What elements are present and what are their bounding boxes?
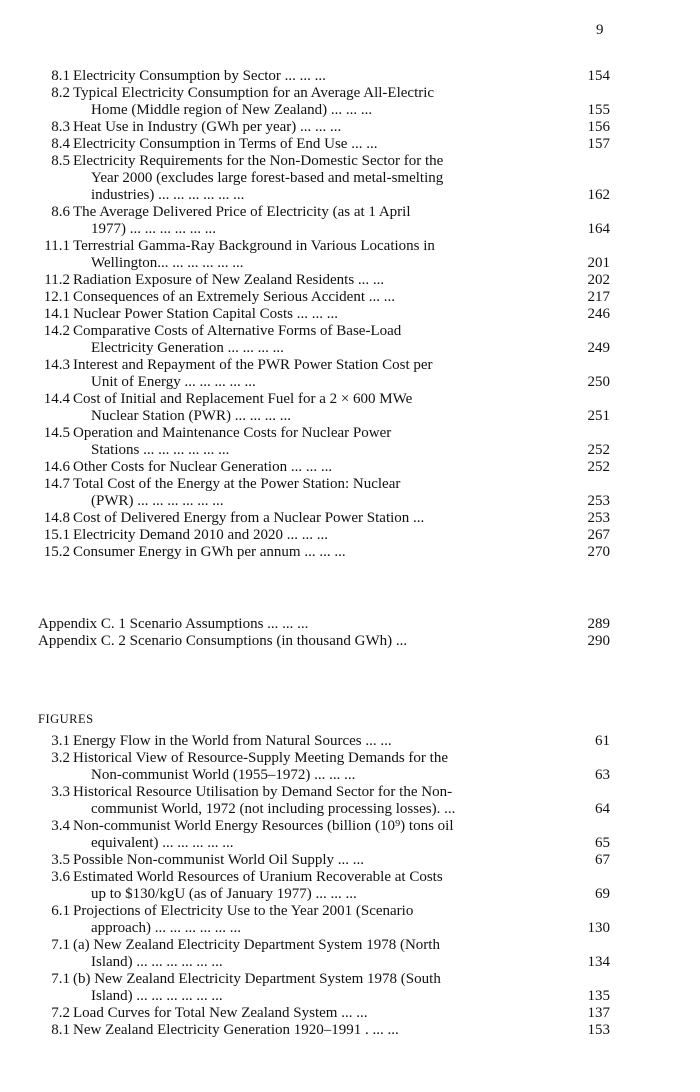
entry-title-line: Non-communist World Energy Resources (billion (10⁹) tons oil bbox=[73, 818, 454, 834]
appendix-title: Appendix C. 1 Scenario Assumptions ... ... ... bbox=[38, 616, 309, 632]
entry-title-line: Island) ... ... ... ... ... ... bbox=[91, 988, 223, 1004]
entry-page-number: 246 bbox=[587, 306, 610, 322]
entry-number: 3.4 bbox=[51, 818, 70, 834]
entry-title-line: Unit of Energy ... ... ... ... ... bbox=[91, 374, 256, 390]
entry-title-line: Load Curves for Total New Zealand System ... ... bbox=[73, 1005, 368, 1021]
entry-title-line: Stations ... ... ... ... ... ... bbox=[91, 442, 230, 458]
entry-page-number: 134 bbox=[587, 954, 610, 970]
entry-title-line: Interest and Repayment of the PWR Power Station Cost per bbox=[73, 357, 433, 373]
entry-number: 14.1 bbox=[43, 306, 70, 322]
entry-title-line: Wellington... ... ... ... ... ... bbox=[91, 255, 244, 271]
entry-number: 11.2 bbox=[44, 272, 70, 288]
page-number: 9 bbox=[596, 22, 604, 38]
entry-page-number: 201 bbox=[587, 255, 610, 271]
entry-number: 12.1 bbox=[43, 289, 70, 305]
entry-number: 8.2 bbox=[51, 85, 70, 101]
entry-page-number: 63 bbox=[595, 767, 610, 783]
entry-number: 7.1 bbox=[51, 937, 70, 953]
entry-title-line: Electricity Demand 2010 and 2020 ... ... ... bbox=[73, 527, 328, 543]
entry-page-number: 202 bbox=[587, 272, 610, 288]
entry-title-line: Total Cost of the Energy at the Power Station: Nuclear bbox=[73, 476, 401, 492]
entry-title-line: Nuclear Station (PWR) ... ... ... ... bbox=[91, 408, 291, 424]
entry-title-line: Historical Resource Utilisation by Demand Sector for the Non- bbox=[73, 784, 453, 800]
entry-page-number: 217 bbox=[587, 289, 610, 305]
entry-page-number: 154 bbox=[587, 68, 610, 84]
entry-page-number: 253 bbox=[587, 510, 610, 526]
entry-title-line: industries) ... ... ... ... ... ... bbox=[91, 187, 245, 203]
entry-number: 7.2 bbox=[51, 1005, 70, 1021]
entry-title-line: equivalent) ... ... ... ... ... bbox=[91, 835, 234, 851]
appendix-page-number: 290 bbox=[587, 633, 610, 649]
entry-page-number: 253 bbox=[587, 493, 610, 509]
entry-page-number: 153 bbox=[587, 1022, 610, 1038]
entry-number: 3.3 bbox=[51, 784, 70, 800]
entry-title-line: Electricity Requirements for the Non-Domestic Sector for the bbox=[73, 153, 444, 169]
entry-page-number: 156 bbox=[587, 119, 610, 135]
entry-page-number: 69 bbox=[595, 886, 610, 902]
entry-title-line: Year 2000 (excludes large forest-based and metal-smelting bbox=[91, 170, 444, 186]
entry-title-line: Electricity Consumption in Terms of End Use ... ... bbox=[73, 136, 378, 152]
entry-title-line: Typical Electricity Consumption for an Average All-Electric bbox=[73, 85, 435, 101]
entry-page-number: 252 bbox=[587, 442, 610, 458]
figures-heading: FIGURES bbox=[38, 712, 94, 726]
entry-page-number: 270 bbox=[587, 544, 610, 560]
entry-number: 8.1 bbox=[51, 68, 70, 84]
entry-page-number: 65 bbox=[595, 835, 610, 851]
entry-title-line: Non-communist World (1955–1972) ... ... ... bbox=[91, 767, 356, 783]
entry-number: 14.8 bbox=[43, 510, 70, 526]
entry-title-line: Possible Non-communist World Oil Supply ... ... bbox=[73, 852, 365, 868]
entry-number: 7.1 bbox=[51, 971, 70, 987]
entry-number: 3.1 bbox=[51, 733, 70, 749]
entry-number: 8.4 bbox=[51, 136, 70, 152]
entry-title-line: Cost of Delivered Energy from a Nuclear Power Station ... bbox=[73, 510, 425, 526]
entry-title-line: Home (Middle region of New Zealand) ... ... ... bbox=[91, 102, 373, 118]
entry-page-number: 135 bbox=[587, 988, 610, 1004]
entry-title-line: Heat Use in Industry (GWh per year) ... ... ... bbox=[73, 119, 342, 135]
entry-number: 8.6 bbox=[51, 204, 70, 220]
entry-number: 3.5 bbox=[51, 852, 70, 868]
entry-title-line: Projections of Electricity Use to the Year 2001 (Scenario bbox=[73, 903, 414, 919]
entry-page-number: 64 bbox=[595, 801, 610, 817]
entry-title-line: Estimated World Resources of Uranium Recoverable at Costs bbox=[73, 869, 443, 885]
entry-number: 11.1 bbox=[44, 238, 70, 254]
entry-title-line: Comparative Costs of Alternative Forms of Base-Load bbox=[73, 323, 402, 339]
entry-number: 8.1 bbox=[51, 1022, 70, 1038]
entry-number: 14.4 bbox=[43, 391, 70, 407]
entry-title-line: Nuclear Power Station Capital Costs ... ... ... bbox=[73, 306, 338, 322]
entry-number: 14.5 bbox=[43, 425, 70, 441]
entry-page-number: 250 bbox=[587, 374, 610, 390]
entry-page-number: 61 bbox=[595, 733, 610, 749]
entry-page-number: 130 bbox=[587, 920, 610, 936]
entry-page-number: 252 bbox=[587, 459, 610, 475]
entry-number: 15.2 bbox=[43, 544, 70, 560]
entry-title-line: The Average Delivered Price of Electricity (as at 1 April bbox=[73, 204, 411, 220]
entry-page-number: 67 bbox=[595, 852, 610, 868]
entry-page-number: 164 bbox=[587, 221, 610, 237]
entry-title-line: Consequences of an Extremely Serious Accident ... ... bbox=[73, 289, 396, 305]
entry-page-number: 155 bbox=[587, 102, 610, 118]
entry-title-line: (PWR) ... ... ... ... ... ... bbox=[91, 493, 224, 509]
entry-title-line: (a) New Zealand Electricity Department System 1978 (North bbox=[73, 937, 440, 953]
entry-title-line: 1977) ... ... ... ... ... ... bbox=[91, 221, 216, 237]
entry-title-line: Consumer Energy in GWh per annum ... ... ... bbox=[73, 544, 346, 560]
entry-number: 14.7 bbox=[43, 476, 70, 492]
entry-title-line: Electricity Generation ... ... ... ... bbox=[91, 340, 284, 356]
appendix-page-number: 289 bbox=[587, 616, 610, 632]
entry-title-line: Radiation Exposure of New Zealand Residents ... ... bbox=[73, 272, 385, 288]
entry-title-line: Island) ... ... ... ... ... ... bbox=[91, 954, 223, 970]
entry-title-line: communist World, 1972 (not including processing losses). ... bbox=[91, 801, 456, 817]
appendix-title: Appendix C. 2 Scenario Consumptions (in thousand GWh) ... bbox=[38, 633, 408, 649]
entry-number: 14.3 bbox=[43, 357, 70, 373]
entry-title-line: Operation and Maintenance Costs for Nuclear Power bbox=[73, 425, 392, 441]
entry-page-number: 267 bbox=[587, 527, 610, 543]
entry-page-number: 137 bbox=[587, 1005, 610, 1021]
entry-page-number: 157 bbox=[587, 136, 610, 152]
entry-title-line: Cost of Initial and Replacement Fuel for a 2 × 600 MWe bbox=[73, 391, 413, 407]
entry-page-number: 249 bbox=[587, 340, 610, 356]
entry-number: 6.1 bbox=[51, 903, 70, 919]
entry-page-number: 162 bbox=[587, 187, 610, 203]
entry-number: 15.1 bbox=[43, 527, 70, 543]
entry-title-line: Historical View of Resource-Supply Meeting Demands for the bbox=[73, 750, 448, 766]
entry-title-line: up to $130/kgU (as of January 1977) ... ... ... bbox=[91, 886, 357, 902]
entry-page-number: 251 bbox=[587, 408, 610, 424]
entry-title-line: Other Costs for Nuclear Generation ... ... ... bbox=[73, 459, 333, 475]
entry-title-line: Terrestrial Gamma-Ray Background in Various Locations in bbox=[73, 238, 435, 254]
entry-number: 3.6 bbox=[51, 869, 70, 885]
entry-title-line: (b) New Zealand Electricity Department System 1978 (South bbox=[73, 971, 441, 987]
entry-number: 8.5 bbox=[51, 153, 70, 169]
entry-title-line: New Zealand Electricity Generation 1920–1991 . ... ... bbox=[73, 1022, 399, 1038]
entry-title-line: Energy Flow in the World from Natural Sources ... ... bbox=[73, 733, 392, 749]
entry-number: 14.2 bbox=[43, 323, 70, 339]
entry-number: 8.3 bbox=[51, 119, 70, 135]
entry-title-line: approach) ... ... ... ... ... ... bbox=[91, 920, 241, 936]
entry-title-line: Electricity Consumption by Sector ... ... ... bbox=[73, 68, 326, 84]
entry-number: 3.2 bbox=[51, 750, 70, 766]
entry-number: 14.6 bbox=[43, 459, 70, 475]
